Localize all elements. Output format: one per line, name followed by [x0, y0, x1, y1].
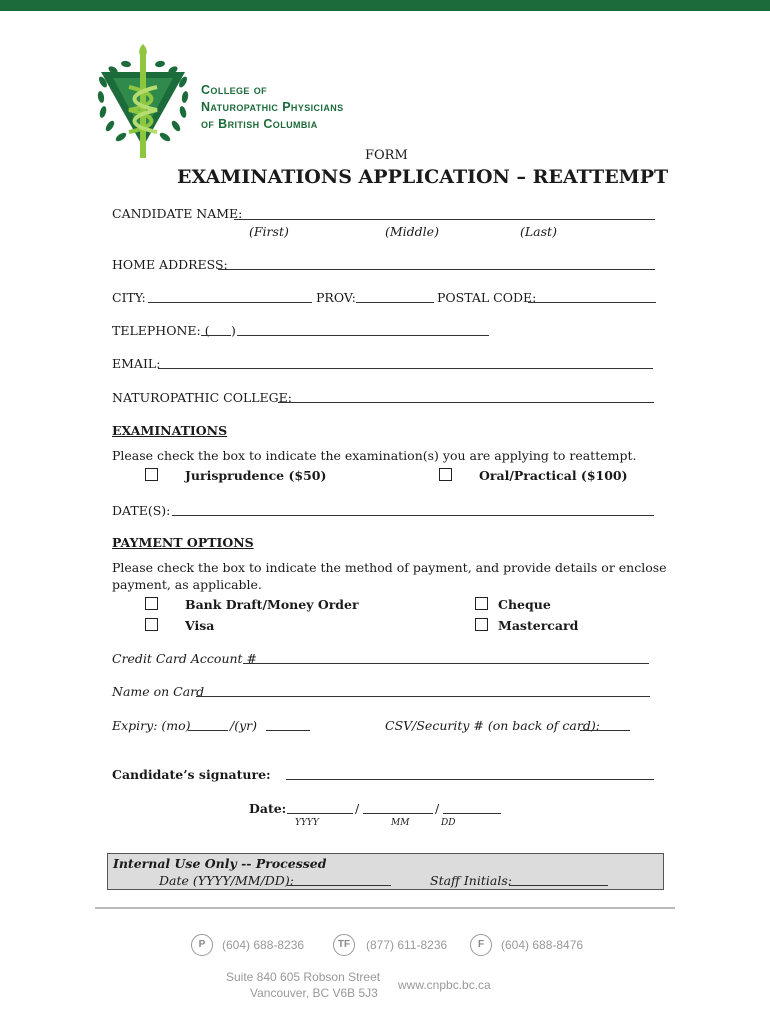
payment-options-heading: PAYMENT OPTIONS: [112, 535, 254, 550]
home-address-field[interactable]: [218, 269, 655, 270]
credit-card-account-field[interactable]: [243, 663, 649, 664]
exam-dates-field[interactable]: [172, 515, 654, 516]
college-name: [201, 82, 344, 133]
payment-instruction-line1: Please check the box to indicate the method of payment, and provide details or enclose: [112, 560, 667, 575]
candidate-name-label: CANDIDATE NAME:: [112, 206, 243, 221]
candidate-name-field[interactable]: [234, 219, 655, 220]
dd-hint: DD: [441, 818, 456, 828]
prov-field[interactable]: [356, 302, 434, 303]
examinations-instruction: Please check the box to indicate the examination(s) you are applying to reattempt.: [112, 448, 637, 463]
naturopathic-college-field[interactable]: [278, 402, 654, 403]
college-name-line2: Naturopathic Physicians: [201, 100, 344, 114]
mastercard-label: Mastercard: [498, 618, 579, 633]
college-name-line1: College of: [201, 83, 267, 97]
expiry-month-field[interactable]: [188, 730, 228, 731]
internal-date-field[interactable]: [287, 885, 391, 886]
home-address-label: HOME ADDRESS:: [112, 257, 228, 272]
city-label: CITY:: [112, 290, 146, 305]
postal-code-label: POSTAL CODE:: [437, 290, 537, 305]
jurisprudence-checkbox[interactable]: [145, 468, 158, 481]
middle-name-hint: (Middle): [385, 224, 439, 239]
prov-label: PROV:: [316, 290, 356, 305]
naturopathic-college-label: NATUROPATHIC COLLEGE:: [112, 390, 292, 405]
examinations-heading: EXAMINATIONS: [112, 423, 228, 438]
city-field[interactable]: [148, 302, 312, 303]
cheque-label: Cheque: [498, 597, 551, 612]
form-title: EXAMINATIONS APPLICATION – REATTEMPT: [177, 166, 669, 188]
telephone-field[interactable]: [237, 335, 489, 336]
bank-draft-label: Bank Draft/Money Order: [185, 597, 359, 612]
phone-number: (604) 688-8236: [222, 938, 305, 952]
yyyy-hint: YYYY: [295, 818, 319, 828]
expiry-month-label: Expiry: (mo): [112, 718, 191, 733]
last-name-hint: (Last): [520, 224, 557, 239]
address-line1: Suite 840 605 Robson Street: [226, 970, 381, 984]
cheque-checkbox[interactable]: [475, 597, 488, 610]
candidate-signature-label: Candidate’s signature:: [112, 767, 271, 782]
bank-draft-checkbox[interactable]: [145, 597, 158, 610]
fax-number: (604) 688-8476: [501, 938, 584, 952]
first-name-hint: (First): [249, 224, 289, 239]
staff-initials-label: Staff Initials:: [430, 873, 512, 888]
csv-label: CSV/Security # (on back of card):: [385, 718, 600, 733]
phone-icon: P: [191, 934, 213, 956]
oral-practical-label: Oral/Practical ($100): [479, 468, 628, 483]
signature-date-year-field[interactable]: [287, 813, 353, 814]
brand-top-bar: [0, 0, 770, 11]
mm-hint: MM: [391, 818, 410, 828]
toll-free-icon: TF: [333, 934, 355, 956]
date-separator-2: /: [435, 801, 440, 816]
expiry-year-label: /(yr): [230, 718, 258, 733]
payment-instruction-line2: payment, as applicable.: [112, 577, 262, 592]
oral-practical-checkbox[interactable]: [439, 468, 452, 481]
signature-date-day-field[interactable]: [443, 813, 501, 814]
toll-free-number: (877) 611-8236: [366, 938, 448, 952]
internal-use-title: Internal Use Only -- Processed: [113, 856, 327, 871]
staff-initials-field[interactable]: [509, 885, 608, 886]
signature-date-month-field[interactable]: [363, 813, 433, 814]
fax-icon: F: [470, 934, 492, 956]
jurisprudence-label: Jurisprudence ($50): [185, 468, 327, 483]
signature-date-label: Date:: [249, 801, 287, 816]
date-separator-1: /: [355, 801, 360, 816]
college-logo: [93, 42, 193, 162]
exam-dates-label: DATE(S):: [112, 503, 171, 518]
internal-date-label: Date (YYYY/MM/DD):: [159, 873, 294, 888]
telephone-label: TELEPHONE: (: [112, 323, 210, 338]
college-name-line3: of British Columbia: [201, 117, 318, 131]
visa-checkbox[interactable]: [145, 618, 158, 631]
candidate-signature-field[interactable]: [286, 779, 654, 780]
postal-code-field[interactable]: [528, 302, 656, 303]
mastercard-checkbox[interactable]: [475, 618, 488, 631]
visa-label: Visa: [185, 618, 215, 633]
name-on-card-field[interactable]: [196, 696, 650, 697]
form-kicker: FORM: [365, 148, 408, 163]
area-code-field[interactable]: [201, 335, 231, 336]
address-line2: Vancouver, BC V6B 5J3: [250, 986, 378, 1000]
email-field[interactable]: [158, 368, 653, 369]
website-link[interactable]: www.cnpbc.bc.ca: [398, 978, 491, 992]
expiry-year-field[interactable]: [266, 730, 310, 731]
telephone-paren: ): [231, 323, 236, 338]
footer-divider: [95, 907, 675, 909]
csv-field[interactable]: [580, 730, 630, 731]
email-label: EMAIL:: [112, 356, 161, 371]
name-on-card-label: Name on Card: [112, 684, 205, 699]
credit-card-account-label: Credit Card Account #: [112, 651, 258, 666]
